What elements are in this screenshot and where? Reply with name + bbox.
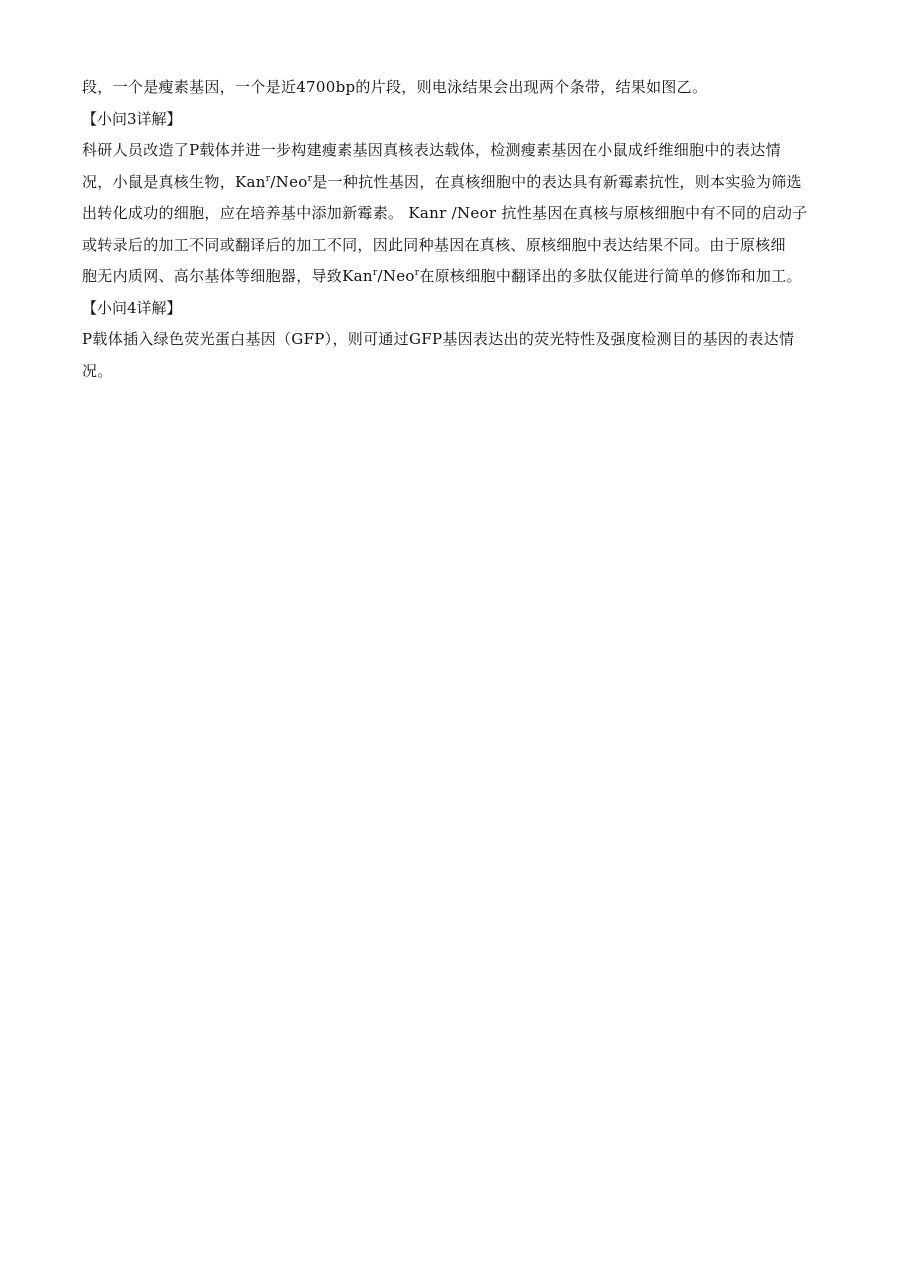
paragraph-line: 况。 — [82, 361, 113, 380]
superscript: r — [414, 268, 420, 278]
text-run: /Neo — [377, 267, 415, 285]
text-run: 在原核细胞中翻译出的多肽仅能进行简单的修饰和加工。 — [419, 267, 802, 285]
superscript: r — [372, 268, 378, 278]
superscript: r — [307, 173, 313, 184]
text-run: 胞无内质网、高尔基体等细胞器，导致Kan — [82, 267, 373, 285]
text-run: /Neo — [270, 172, 308, 191]
text-run: 是一种抗性基因，在真核细胞中的表达具有新霉素抗性，则本实验为筛选 — [312, 172, 802, 191]
paragraph-line — [82, 261, 822, 293]
section-heading-q4: 【小问4详解】 — [82, 298, 182, 317]
text-run: 况，小鼠是真核生物，Kan — [82, 172, 266, 191]
paragraph-line: 或转录后的加工不同或翻译后的加工不同，因此同种基因在真核、原核细胞中表达结果不同。由于原核细 — [82, 235, 786, 254]
document-page — [82, 72, 822, 387]
paragraph-line: 科研人员改造了P载体并进一步构建瘦素基因真核表达载体，检测瘦素基因在小鼠成纤维细胞中的表达情 — [82, 141, 781, 159]
section-heading-q3: 【小问3详解】 — [82, 109, 182, 128]
paragraph-line: 段，一个是瘦素基因，一个是近4700bp的片段，则电泳结果会出现两个条带，结果如图乙。 — [82, 78, 708, 96]
paragraph-line — [82, 167, 822, 199]
superscript: r — [265, 173, 271, 184]
paragraph-line: P载体插入绿色荧光蛋白基因（GFP），则可通过GFP基因表达出的荧光特性及强度检测目的基因的表达情 — [82, 330, 795, 348]
paragraph-line: 出转化成功的细胞，应在培养基中添加新霉素。 Kanr /Neor 抗性基因在真核与原核细胞中有不同的启动子 — [82, 204, 808, 222]
